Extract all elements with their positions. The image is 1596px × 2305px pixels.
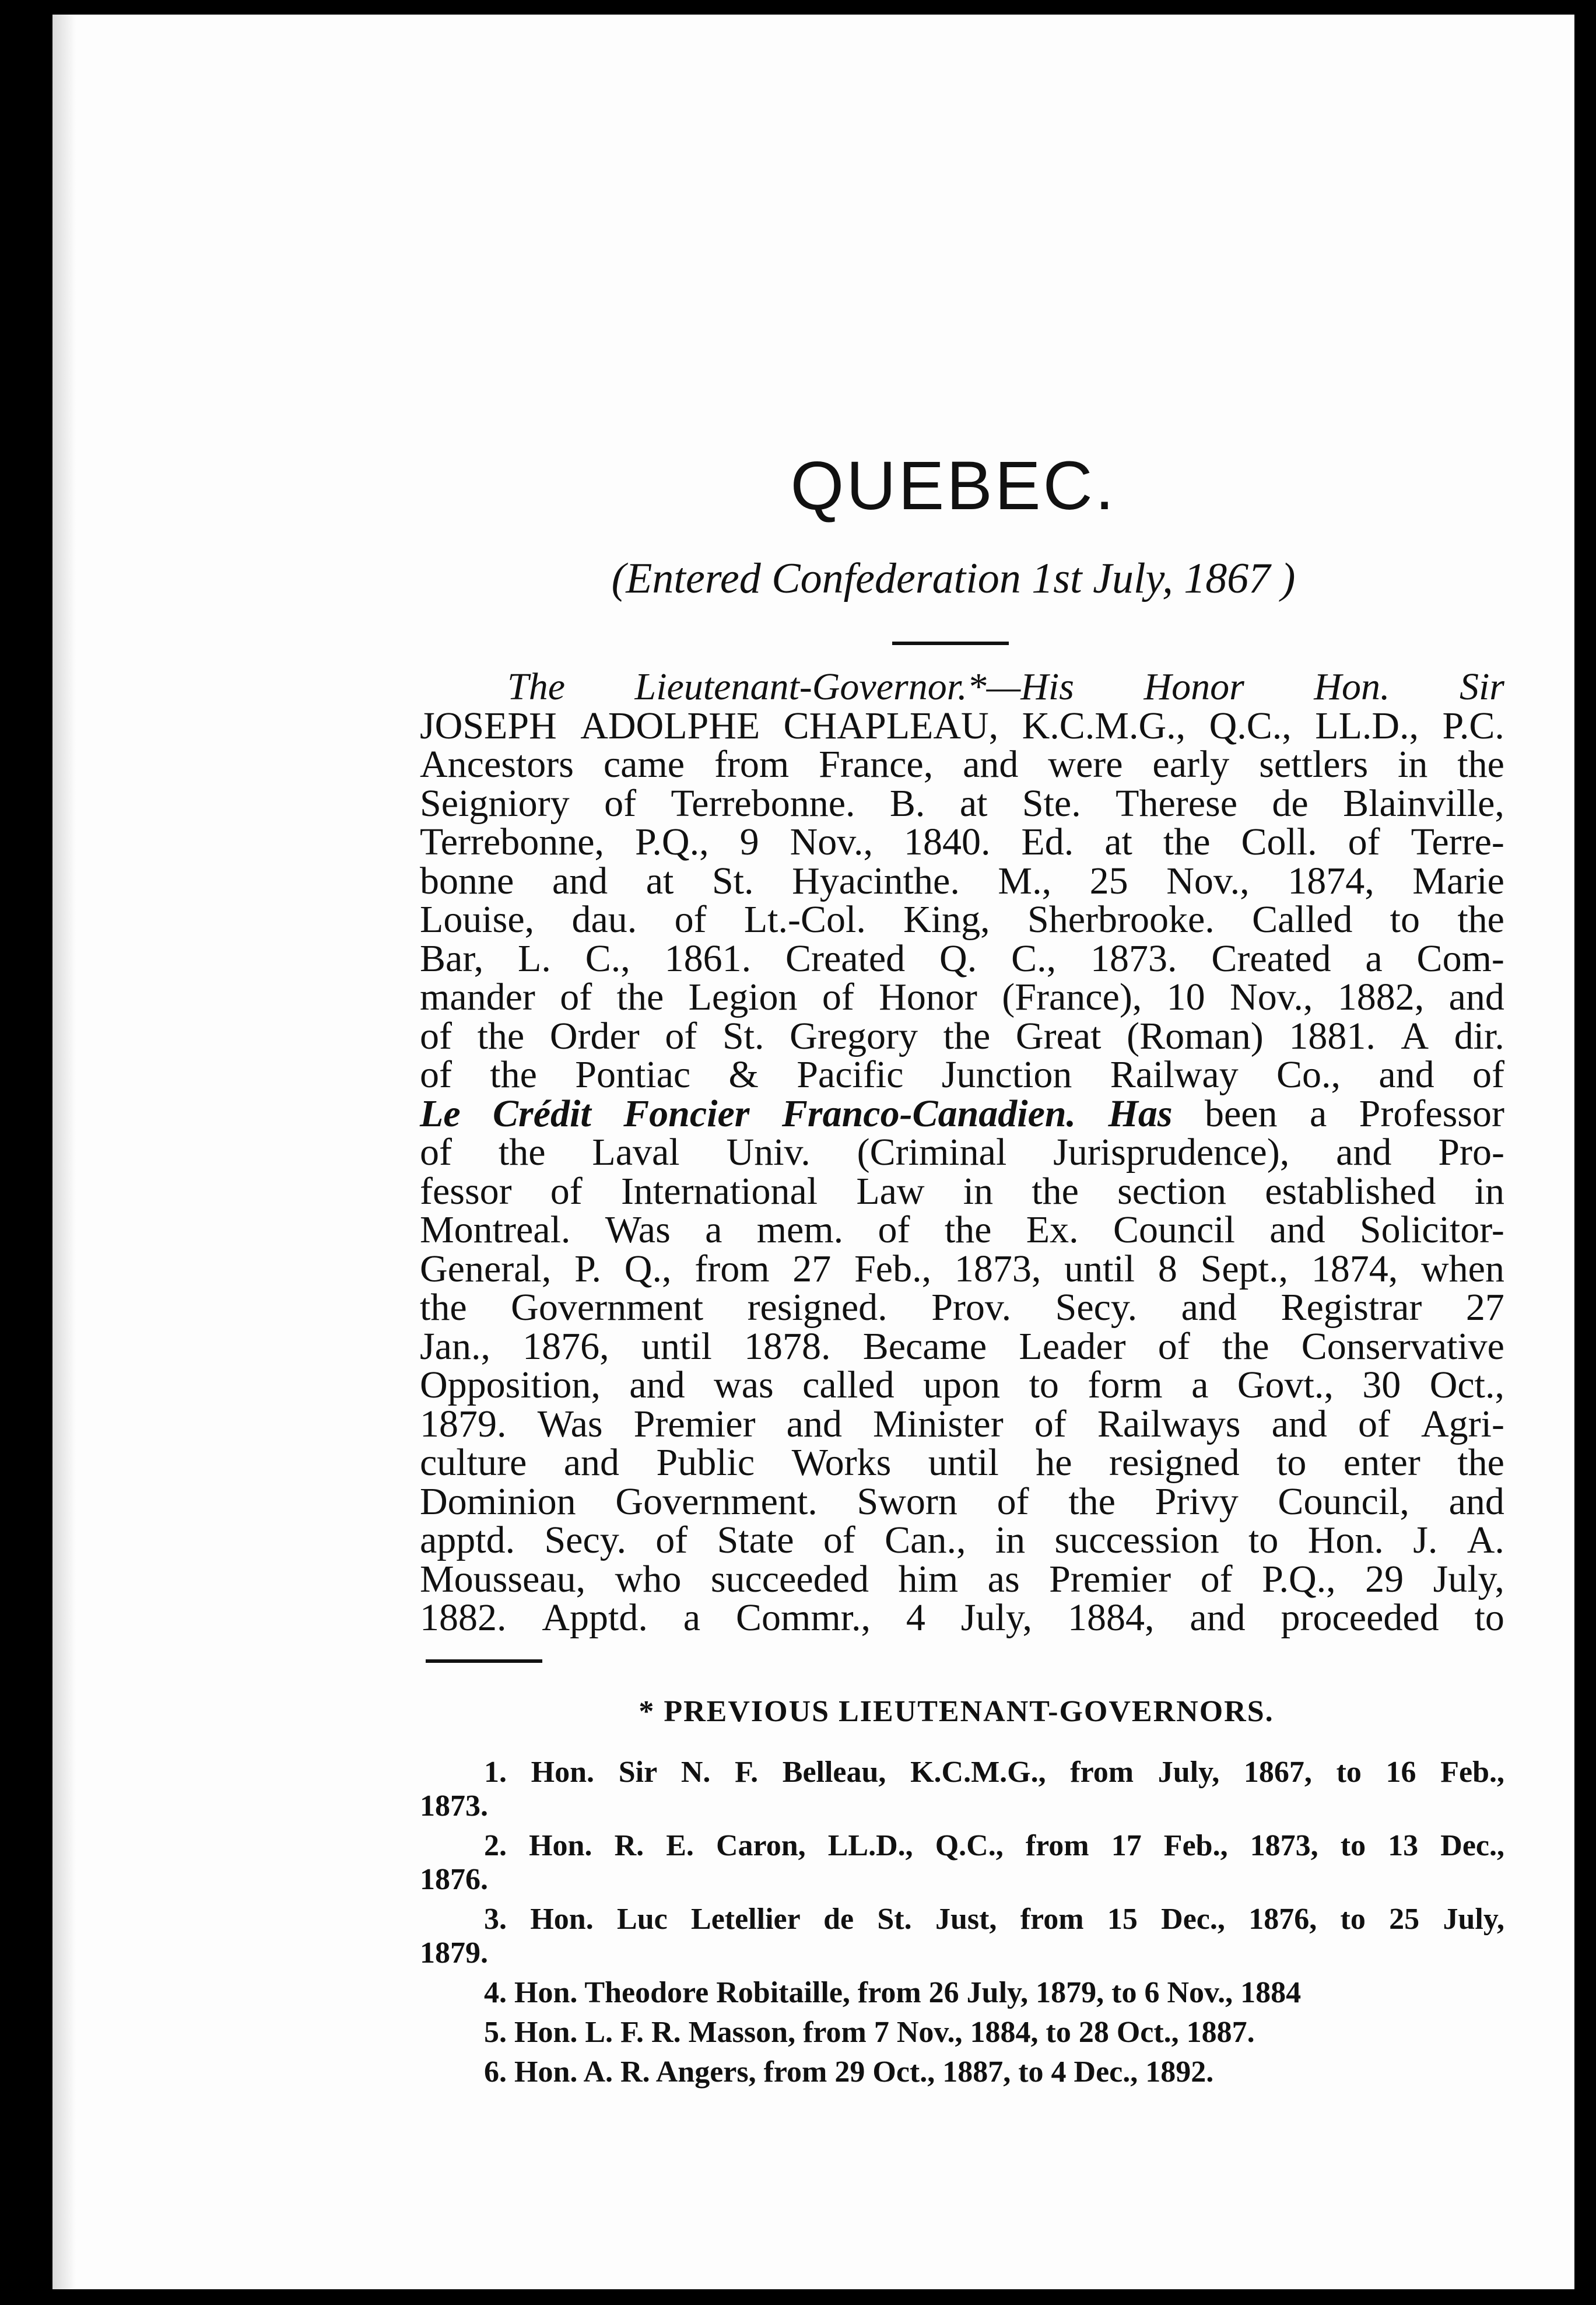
body-word: Order <box>549 1014 640 1057</box>
body-word: 8 <box>1157 1247 1177 1290</box>
body-word: France, <box>819 743 934 786</box>
body-word: CHAPLEAU, <box>783 704 999 747</box>
body-word: 4 <box>906 1596 925 1639</box>
body-word: the <box>943 1014 991 1057</box>
body-line <box>420 745 1504 784</box>
body-word: and <box>563 1441 620 1484</box>
body-word: 1882. <box>420 1596 507 1639</box>
body-word: 1873, <box>954 1247 1041 1290</box>
body-word: of <box>997 1480 1029 1523</box>
body-word: Government. <box>615 1480 818 1523</box>
body-word: & <box>728 1053 759 1096</box>
body-word: settlers <box>1259 743 1369 786</box>
body-word: Blainville, <box>1343 782 1504 825</box>
body-word: mem. <box>756 1208 844 1251</box>
body-word: B. <box>889 782 925 825</box>
body-word: 1882, <box>1337 976 1425 1018</box>
body-word: at <box>1104 821 1132 863</box>
body-word: of <box>420 1131 452 1173</box>
body-word: Com- <box>1416 937 1504 980</box>
footnote-list <box>420 1756 1504 2095</box>
body-word: Q., <box>624 1247 672 1290</box>
body-word: Louise, <box>420 898 535 941</box>
body-word: 1874, <box>1311 1247 1398 1290</box>
body-line <box>420 1092 1504 1135</box>
body-word: Govt., <box>1237 1364 1334 1406</box>
body-word: C., <box>1011 937 1057 980</box>
body-word: and <box>1271 1402 1327 1445</box>
body-line <box>420 665 1504 708</box>
body-word: to <box>1474 1596 1504 1639</box>
body-word: Privy <box>1155 1480 1239 1523</box>
body-word: was <box>714 1364 774 1406</box>
body-word: enter <box>1343 1441 1420 1484</box>
body-word: Railways <box>1097 1402 1241 1445</box>
footnote-item-continuation: 1873. <box>420 1789 488 1823</box>
body-word: Conservative <box>1301 1325 1504 1368</box>
body-word: of <box>1200 1557 1233 1600</box>
body-line <box>420 1557 1504 1600</box>
body-word: Sworn <box>857 1480 957 1523</box>
body-word: (Roman) <box>1127 1014 1264 1057</box>
body-word: Nov., <box>1230 976 1313 1018</box>
footnote-item <box>420 1976 1504 2010</box>
body-word: the <box>1032 1169 1079 1213</box>
body-line <box>420 1327 1504 1367</box>
body-word: Hon. <box>1307 1519 1384 1561</box>
body-line <box>420 823 1504 862</box>
body-word: fessor <box>420 1169 512 1213</box>
body-word: of <box>665 1014 697 1057</box>
body-word: him <box>898 1557 959 1600</box>
body-word: Le <box>420 1092 461 1135</box>
body-word: a <box>1309 1092 1327 1135</box>
body-line <box>420 1247 1504 1290</box>
body-word: of <box>1348 821 1380 863</box>
body-word: Gregory <box>790 1014 918 1057</box>
body-word: of <box>674 898 707 941</box>
body-word: Lt.-Col. <box>743 898 866 941</box>
body-word: ADOLPHE <box>580 704 760 747</box>
body-word: Ex. <box>1026 1208 1079 1251</box>
body-word: and <box>786 1402 842 1445</box>
body-word: and <box>1190 1596 1246 1639</box>
body-word: of <box>822 976 854 1018</box>
body-word: form <box>1088 1364 1163 1406</box>
body-word: the <box>1163 821 1211 863</box>
body-word: apptd. <box>420 1519 515 1561</box>
body-word: Seigniory <box>420 782 570 825</box>
body-word: 27 <box>792 1247 832 1290</box>
body-word: Feb., <box>854 1247 932 1290</box>
body-word: Terrebonne, <box>420 821 605 863</box>
body-word: Has <box>1108 1092 1173 1135</box>
body-word: in <box>995 1519 1026 1561</box>
body-line <box>420 1521 1504 1560</box>
body-word: Oct., <box>1429 1364 1504 1406</box>
body-word: established <box>1265 1169 1436 1213</box>
body-word: until <box>1064 1247 1135 1290</box>
body-word: of <box>604 782 637 825</box>
body-word: and <box>963 743 1019 786</box>
body-word: upon <box>923 1364 1001 1406</box>
body-word: Sir <box>1459 665 1504 708</box>
body-word: Prov. <box>931 1286 1012 1329</box>
body-word: Pro- <box>1438 1131 1504 1173</box>
body-word: Became <box>862 1325 987 1368</box>
body-word: to <box>1276 1441 1307 1484</box>
body-word: Council <box>1113 1208 1235 1251</box>
body-word: P.C. <box>1442 704 1504 747</box>
body-word: to <box>1248 1519 1279 1561</box>
body-word: 1876, <box>522 1325 609 1368</box>
body-line <box>420 1053 1504 1096</box>
body-word: Dominion <box>420 1480 576 1523</box>
body-word: Secy. <box>1055 1286 1138 1329</box>
body-word: July, <box>960 1596 1033 1639</box>
body-word: Council, <box>1278 1480 1409 1523</box>
body-word: of <box>550 1169 583 1213</box>
body-word: the <box>616 976 664 1018</box>
body-word: Nov., <box>790 821 873 863</box>
body-word: and <box>1378 1053 1434 1096</box>
body-word: Leader <box>1019 1325 1126 1368</box>
body-word: Law <box>856 1169 925 1213</box>
body-word: Crédit <box>493 1092 591 1135</box>
body-line <box>420 1133 1504 1172</box>
body-word: Government <box>511 1286 704 1329</box>
body-word: 1884, <box>1067 1596 1155 1639</box>
body-word: Co., <box>1276 1053 1341 1096</box>
body-word: succeeded <box>710 1557 869 1600</box>
body-word: a <box>705 1208 722 1251</box>
body-word: C., <box>585 937 630 980</box>
body-word: Terrebonne. <box>671 782 855 825</box>
body-word: proceeded <box>1281 1596 1439 1639</box>
body-word: the <box>477 1014 525 1057</box>
body-word: Railway <box>1110 1053 1239 1096</box>
footnote-item <box>420 1829 1504 1897</box>
body-word: a <box>1191 1364 1209 1406</box>
body-word: 1879. <box>420 1402 507 1445</box>
body-word: were <box>1048 743 1123 786</box>
body-word: bonne <box>420 859 514 902</box>
body-word: 10 <box>1166 976 1205 1018</box>
footnote-item-text: 2. Hon. R. E. Caron, LL.D., Q.C., from 17 Feb., 1873, to 13 Dec., <box>484 1829 1504 1862</box>
body-word: resigned. <box>747 1286 888 1329</box>
body-word: dau. <box>571 898 637 941</box>
body-word: succession <box>1054 1519 1219 1561</box>
body-word: the <box>1457 743 1504 786</box>
body-word: P.Q., <box>1262 1557 1336 1600</box>
footnote-item <box>420 2055 1504 2089</box>
body-line <box>420 1596 1504 1639</box>
body-word: Commr., <box>735 1596 871 1639</box>
body-word: 1873. <box>1090 937 1177 980</box>
body-word: 27 <box>1465 1286 1504 1329</box>
footnote-item <box>420 1903 1504 1970</box>
body-word: the <box>490 1053 537 1096</box>
body-word: Premier <box>1049 1557 1171 1600</box>
body-word: Apptd. <box>542 1596 648 1639</box>
body-word: Q. <box>939 937 977 980</box>
body-word: Univ. <box>726 1131 811 1173</box>
body-word: Pontiac <box>575 1053 691 1096</box>
body-line <box>420 1366 1504 1405</box>
body-word: A. <box>1467 1519 1504 1561</box>
body-word: Registrar <box>1281 1286 1422 1329</box>
page-binding-shadow <box>52 15 76 2289</box>
body-paragraph <box>420 665 1504 1639</box>
body-word: and <box>1448 976 1504 1018</box>
body-word: in <box>1398 743 1428 786</box>
body-word: until <box>641 1325 712 1368</box>
footnote-divider <box>426 1659 542 1663</box>
footnote-item-text: 5. Hon. L. F. R. Masson, from 7 Nov., 1884, to 28 Oct., 1887. <box>484 2016 1255 2049</box>
body-word: and <box>1448 1480 1504 1523</box>
body-word: Nov., <box>1166 859 1250 902</box>
footnote-heading: * PREVIOUS LIEUTENANT-GOVERNORS. <box>639 1695 1274 1728</box>
body-word: from <box>714 743 790 786</box>
body-word: resigned <box>1109 1441 1240 1484</box>
body-word: of <box>1157 1325 1190 1368</box>
body-word: State <box>717 1519 794 1561</box>
body-word: Ancestors <box>420 743 574 786</box>
footnote-item-text: 3. Hon. Luc Letellier de St. Just, from 15 Dec., 1876, to 25 July, <box>484 1903 1504 1936</box>
body-line <box>420 898 1504 941</box>
body-word: de <box>1272 782 1309 825</box>
page-title: QUEBEC. <box>790 447 1117 524</box>
page-subtitle: (Entered Confederation 1st July, 1867 ) <box>611 555 1296 602</box>
body-word: been <box>1204 1092 1278 1135</box>
body-word: International <box>620 1169 818 1213</box>
body-word: early <box>1152 743 1230 786</box>
body-word: a <box>1365 937 1383 980</box>
body-word: and <box>1269 1208 1325 1251</box>
body-word: he <box>1036 1441 1072 1484</box>
body-word: Opposition, <box>420 1364 601 1406</box>
body-line <box>420 978 1504 1017</box>
body-word: Called <box>1252 898 1353 941</box>
body-word: Solicitor- <box>1359 1208 1504 1251</box>
body-word: when <box>1421 1247 1504 1290</box>
body-line <box>420 1480 1504 1523</box>
body-word: Created <box>1211 937 1331 980</box>
body-word: Sherbrooke. <box>1027 898 1215 941</box>
body-word: of <box>1034 1402 1067 1445</box>
body-word: LL.D., <box>1315 704 1419 747</box>
body-word: Mousseau, <box>420 1557 586 1600</box>
body-word: Premier <box>633 1402 756 1445</box>
body-word: Legion <box>688 976 798 1018</box>
body-word: mander <box>420 976 535 1018</box>
body-word: Therese <box>1116 782 1238 825</box>
body-word: Hyacinthe. <box>792 859 960 902</box>
body-word: Sept., <box>1200 1247 1288 1290</box>
body-word: and <box>1336 1131 1392 1173</box>
body-line <box>420 784 1504 824</box>
body-word: at <box>646 859 674 902</box>
body-word: Honor <box>1143 665 1244 708</box>
body-word: Montreal. <box>420 1208 571 1251</box>
body-word: July, <box>1433 1557 1504 1600</box>
footnote-item-text: 6. Hon. A. R. Angers, from 29 Oct., 1887, to 4 Dec., 1892. <box>484 2055 1214 2089</box>
body-word: of <box>560 976 592 1018</box>
body-line <box>420 1441 1504 1484</box>
body-word: 9 <box>739 821 759 863</box>
body-word: Jurisprudence), <box>1053 1131 1290 1173</box>
body-word: from <box>694 1247 770 1290</box>
body-word: Created <box>785 937 906 980</box>
body-word: 1861. <box>664 937 752 980</box>
body-word: to <box>1029 1364 1059 1406</box>
body-word: Honor <box>879 976 977 1018</box>
body-line <box>420 937 1504 980</box>
body-word: K.C.M.G., <box>1022 704 1186 747</box>
body-word: The <box>507 665 565 708</box>
body-word: Foncier <box>623 1092 750 1135</box>
body-word: Secy. <box>544 1519 626 1561</box>
body-word: Agri- <box>1421 1402 1504 1445</box>
body-word: the <box>1222 1325 1269 1368</box>
scan-border <box>0 0 52 2305</box>
body-word: of <box>1358 1402 1390 1445</box>
body-line <box>420 704 1504 747</box>
body-word: Bar, <box>420 937 484 980</box>
body-word: and <box>1181 1286 1237 1329</box>
body-word: section <box>1117 1169 1227 1213</box>
body-word: Junction <box>941 1053 1072 1096</box>
body-word: 1878. <box>744 1325 831 1368</box>
body-word: as <box>987 1557 1020 1600</box>
body-word: culture <box>420 1441 527 1484</box>
body-word: A <box>1401 1014 1429 1057</box>
body-word: the <box>1457 898 1504 941</box>
body-word: (Criminal <box>857 1131 1007 1173</box>
footnote-item <box>420 1756 1504 1823</box>
body-word: at <box>959 782 988 825</box>
body-word: Terre- <box>1411 821 1504 863</box>
body-word: Ed. <box>1021 821 1074 863</box>
body-word: of <box>878 1208 910 1251</box>
body-word: Can., <box>885 1519 966 1561</box>
body-word: Great <box>1015 1014 1102 1057</box>
body-word: a <box>683 1596 701 1639</box>
body-word: Coll. <box>1241 821 1317 863</box>
body-word: Lieutenant-Governor.*—His <box>634 665 1074 708</box>
body-word: and <box>629 1364 685 1406</box>
body-word: (France), <box>1002 976 1142 1018</box>
body-line <box>420 1208 1504 1251</box>
body-word: 1881. <box>1289 1014 1376 1057</box>
body-word: of <box>823 1519 855 1561</box>
body-word: Jan., <box>420 1325 490 1368</box>
body-word: 1840. <box>903 821 991 863</box>
footnote-item-continuation: 1876. <box>420 1863 488 1896</box>
body-word: General, <box>420 1247 552 1290</box>
body-word: P.Q., <box>635 821 709 863</box>
body-word: Public <box>656 1441 755 1484</box>
body-word: Q.C., <box>1209 704 1292 747</box>
body-word: L. <box>518 937 551 980</box>
body-word: and <box>552 859 608 902</box>
body-line <box>420 1288 1504 1327</box>
body-word: of <box>420 1053 452 1096</box>
body-word: of <box>420 1014 452 1057</box>
footnote-item-text: 4. Hon. Theodore Robitaille, from 26 July, 1879, to 6 Nov., 1884 <box>484 1976 1302 2009</box>
body-word: St. <box>711 859 754 902</box>
body-line <box>420 1169 1504 1213</box>
body-word: until <box>928 1441 999 1484</box>
body-word: Was <box>605 1208 671 1251</box>
body-word: called <box>802 1364 895 1406</box>
body-word: Franco-Canadien. <box>781 1092 1076 1135</box>
footnote-item <box>420 2016 1504 2050</box>
body-word: the <box>498 1131 546 1173</box>
body-word: who <box>615 1557 682 1600</box>
body-word: in <box>963 1169 994 1213</box>
body-word: Professor <box>1359 1092 1504 1135</box>
body-word: of <box>1472 1053 1504 1096</box>
body-word: Laval <box>592 1131 680 1173</box>
body-word: 30 <box>1362 1364 1401 1406</box>
body-word: Ste. <box>1022 782 1081 825</box>
body-word: Marie <box>1412 859 1504 902</box>
body-word: 1874, <box>1288 859 1374 902</box>
body-word: M., <box>998 859 1052 902</box>
body-word: to <box>1390 898 1420 941</box>
body-word: the <box>1068 1480 1116 1523</box>
body-word: Was <box>537 1402 603 1445</box>
body-word: the <box>1457 1441 1504 1484</box>
body-word: Minister <box>873 1402 1004 1445</box>
body-word: P. <box>574 1247 602 1290</box>
body-word: came <box>603 743 685 786</box>
body-word: Works <box>791 1441 892 1484</box>
body-word: the <box>420 1286 467 1329</box>
body-word: 29 <box>1365 1557 1404 1600</box>
body-word: the <box>944 1208 992 1251</box>
body-line <box>420 1402 1504 1445</box>
body-word: J. <box>1413 1519 1438 1561</box>
body-word: dir. <box>1454 1014 1504 1057</box>
body-word: JOSEPH <box>420 704 557 747</box>
body-word: 25 <box>1089 859 1128 902</box>
body-word: Pacific <box>797 1053 904 1096</box>
title-divider <box>892 642 1009 645</box>
footnote-item-continuation: 1879. <box>420 1936 488 1970</box>
body-word: of <box>655 1519 688 1561</box>
body-word: St. <box>722 1014 764 1057</box>
body-word: King, <box>903 898 990 941</box>
body-word: in <box>1474 1169 1504 1213</box>
body-line <box>420 1014 1504 1057</box>
page <box>52 15 1574 2289</box>
body-line <box>420 859 1504 902</box>
footnote-item-text: 1. Hon. Sir N. F. Belleau, K.C.M.G., from July, 1867, to 16 Feb., <box>484 1756 1504 1789</box>
body-word: Hon. <box>1314 665 1390 708</box>
